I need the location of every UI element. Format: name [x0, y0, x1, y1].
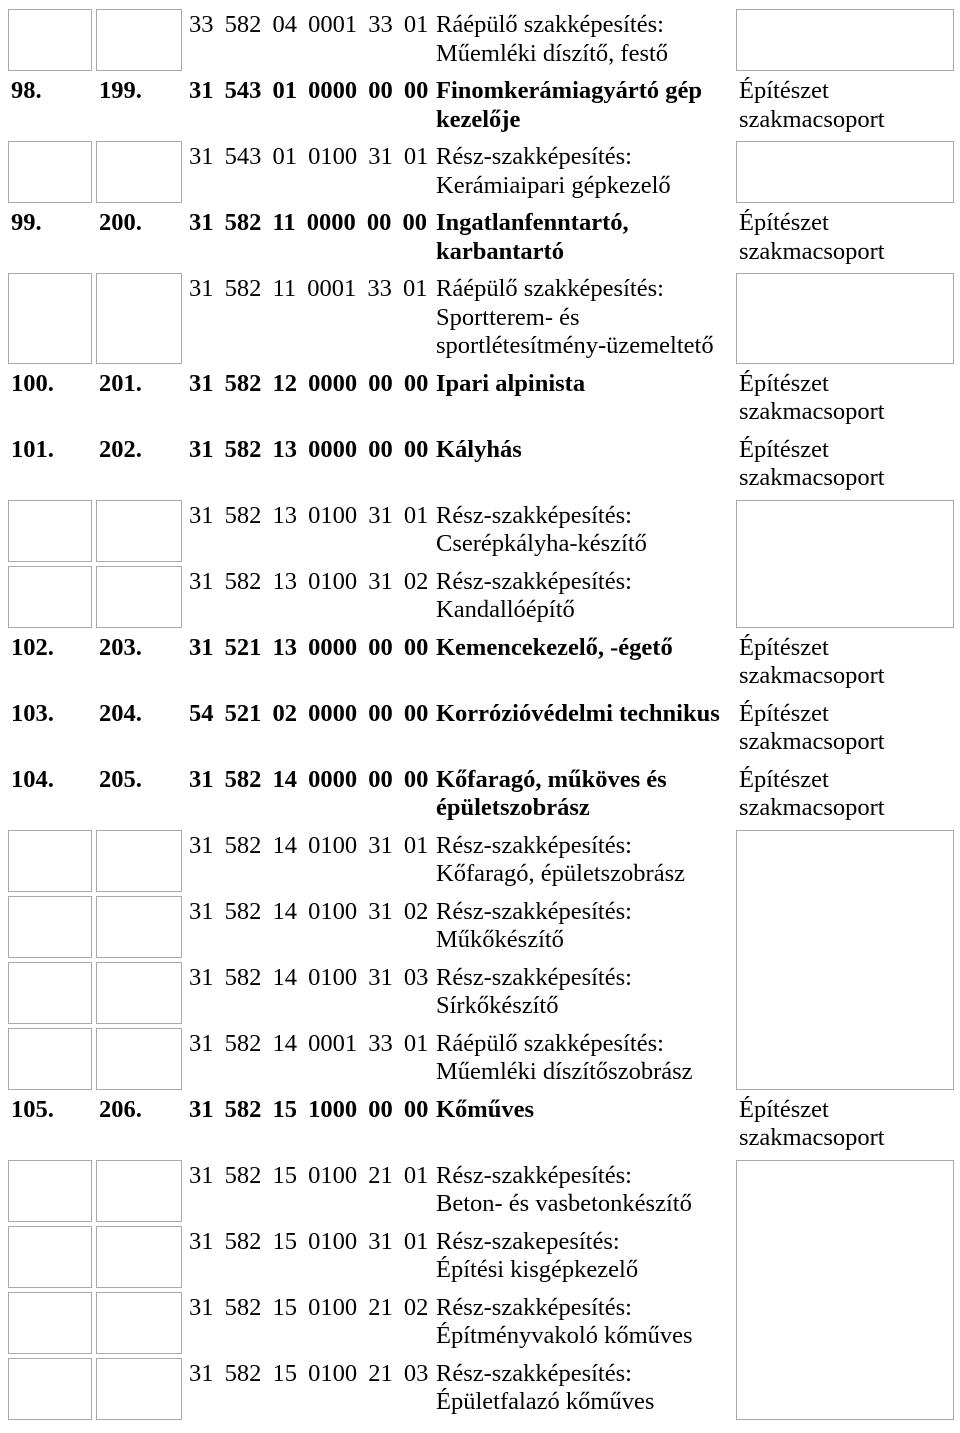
qualification-name: Kerámiaipari gépkezelő [436, 171, 671, 199]
qualification-code: 31 582 15 1000 00 00 [189, 1095, 429, 1123]
empty-cell [8, 962, 92, 1024]
qualification-code: 31 543 01 0100 31 01 [189, 143, 429, 170]
qualification-code: 31 582 11 0001 33 01 [189, 275, 428, 302]
qualification-name-cell [434, 273, 732, 364]
qualification-type: Rész-szakképesítés: [436, 143, 632, 170]
qualification-type: Rész-szakképesítés: [436, 963, 632, 991]
qualification-name: Ingatlanfenntartó, karbantartó [436, 209, 629, 265]
sector-group: Építészet szakmacsoport [739, 633, 885, 689]
table-row [8, 273, 954, 364]
qualification-name: Kőműves [436, 1095, 534, 1123]
row-number: 105. [11, 1095, 54, 1123]
qualification-code: 31 582 15 0100 21 02 [189, 1293, 429, 1321]
row-number: 102. [11, 633, 54, 661]
qualification-name: Sportterem- és sportlétesítmény-üzemeltető [436, 303, 714, 359]
qualification-type: Ráépülő szakképesítés: [436, 275, 664, 302]
qualification-code: 31 582 13 0100 31 02 [189, 567, 429, 595]
qualification-name: Kőfaragó, műköves és épületszobrász [436, 765, 667, 821]
qualification-name-cell [434, 1358, 732, 1420]
qualification-name-cell [434, 141, 732, 203]
qualification-type: Rész-szakképesítés: [436, 1293, 632, 1321]
serial-number: 205. [99, 765, 142, 793]
serial-number: 203. [99, 633, 142, 661]
empty-cell [736, 273, 954, 364]
qualification-code: 31 582 14 0000 00 00 [189, 765, 429, 793]
serial-number: 202. [99, 435, 142, 463]
qualification-type: Rész-szakképesítés: [436, 1359, 632, 1387]
qualification-type: Rész-szakképesítés: [436, 501, 632, 529]
empty-cell [96, 1028, 182, 1090]
empty-cell [8, 1292, 92, 1354]
qualification-name: Épületfalazó kőműves [436, 1388, 655, 1415]
qualification-name: Korrózióvédelmi technikus [436, 699, 720, 727]
serial-number: 206. [99, 1095, 142, 1123]
qualification-code: 54 521 02 0000 00 00 [189, 699, 429, 727]
qualification-name-cell [434, 896, 732, 958]
table-row [8, 75, 954, 137]
qualification-code: 31 582 13 0100 31 01 [189, 501, 429, 529]
empty-cell [736, 830, 954, 1090]
qualification-type: Rész-szakképesítés: [436, 831, 632, 859]
qualification-name-cell [434, 962, 732, 1024]
qualification-type: Ráépülő szakképesítés: [436, 1029, 664, 1057]
qualification-code: 31 521 13 0000 00 00 [189, 633, 429, 661]
qualification-code: 33 582 04 0001 33 01 [189, 11, 429, 38]
qualification-name-cell [434, 1226, 732, 1288]
empty-cell [96, 500, 182, 562]
qualification-name-cell [434, 1028, 732, 1090]
qualification-name: Kőfaragó, épületszobrász [436, 860, 685, 887]
qualification-name: Ipari alpinista [436, 369, 586, 397]
sector-group: Építészet szakmacsoport [739, 435, 885, 491]
qualification-type: Rész-szakképesítés: [436, 1161, 632, 1189]
row-number: 100. [11, 369, 54, 397]
qualification-table [4, 5, 958, 1424]
sector-group: Építészet szakmacsoport [739, 77, 885, 133]
qualification-name: Műemléki díszítő, festő [436, 39, 669, 67]
empty-cell [96, 1358, 182, 1420]
row-number: 104. [11, 765, 54, 793]
qualification-name: Beton- és vasbetonkészítő [436, 1190, 692, 1217]
qualification-name: Finomkerámiagyártó gép kezelője [436, 77, 703, 133]
qualification-code: 31 582 14 0100 31 01 [189, 831, 429, 859]
empty-cell [8, 896, 92, 958]
qualification-code: 31 582 12 0000 00 00 [189, 369, 429, 397]
empty-cell [8, 273, 92, 364]
sector-group: Építészet szakmacsoport [739, 209, 885, 265]
qualification-code: 31 582 13 0000 00 00 [189, 435, 429, 463]
sector-group: Építészet szakmacsoport [739, 765, 885, 821]
empty-cell [8, 500, 92, 562]
table-row [8, 9, 954, 71]
sector-group: Építészet szakmacsoport [739, 369, 885, 425]
qualification-code: 31 582 15 0100 31 01 [189, 1227, 429, 1255]
table-row [8, 764, 954, 826]
qualification-name: Cserépkályha-készítő [436, 530, 647, 557]
qualification-name: Építési kisgépkezelő [436, 1256, 639, 1283]
empty-cell [8, 830, 92, 892]
sector-group: Építészet szakmacsoport [739, 1095, 885, 1151]
qualification-name: Kemencekezelő, -égető [436, 633, 673, 661]
qualification-code: 31 582 15 0100 21 01 [189, 1161, 429, 1189]
empty-cell [96, 273, 182, 364]
empty-cell [736, 141, 954, 203]
qualification-name-cell [434, 1292, 732, 1354]
table-row [8, 434, 954, 496]
table-row [8, 207, 954, 269]
empty-cell [96, 1226, 182, 1288]
serial-number: 204. [99, 699, 142, 727]
empty-cell [96, 9, 182, 71]
empty-cell [96, 566, 182, 628]
qualification-code: 31 582 14 0001 33 01 [189, 1029, 429, 1057]
qualification-name: Műemléki díszítőszobrász [436, 1058, 693, 1085]
serial-number: 200. [99, 209, 142, 236]
qualification-name-cell [434, 830, 732, 892]
table-row [8, 1094, 954, 1156]
empty-cell [96, 896, 182, 958]
empty-cell [96, 141, 182, 203]
empty-cell [736, 1160, 954, 1420]
table-row [8, 830, 954, 892]
sector-group: Építészet szakmacsoport [739, 699, 885, 755]
serial-number: 201. [99, 369, 142, 397]
empty-cell [8, 1226, 92, 1288]
qualification-type: Rész-szakképesítés: [436, 567, 632, 595]
empty-cell [96, 830, 182, 892]
table-row [8, 368, 954, 430]
qualification-name-cell [434, 1160, 732, 1222]
row-number: 98. [11, 77, 42, 104]
table-row [8, 141, 954, 203]
qualification-code: 31 582 14 0100 31 03 [189, 963, 429, 991]
empty-cell [8, 141, 92, 203]
empty-cell [8, 566, 92, 628]
qualification-name: Építményvakoló kőműves [436, 1322, 693, 1349]
qualification-code: 31 582 15 0100 21 03 [189, 1359, 429, 1387]
qualification-name: Műkőkészítő [436, 926, 564, 953]
empty-cell [8, 1160, 92, 1222]
qualification-name: Kályhás [436, 435, 522, 463]
empty-cell [8, 1358, 92, 1420]
qualification-code: 31 582 14 0100 31 02 [189, 897, 429, 925]
qualification-type: Rész-szakképesítés: [436, 897, 632, 925]
qualification-name-cell [434, 566, 732, 628]
qualification-name-cell [434, 9, 732, 71]
row-number: 99. [11, 209, 42, 236]
qualification-type: Ráépülő szakképesítés: [436, 11, 664, 38]
qualification-code: 31 582 11 0000 00 00 [189, 209, 428, 236]
qualification-code: 31 543 01 0000 00 00 [189, 77, 429, 104]
empty-cell [8, 1028, 92, 1090]
empty-cell [96, 1160, 182, 1222]
table-row [8, 1160, 954, 1222]
table-row [8, 698, 954, 760]
empty-cell [8, 9, 92, 71]
table-row [8, 500, 954, 562]
empty-cell [96, 1292, 182, 1354]
qualification-name: Sírkőkészítő [436, 992, 559, 1019]
qualification-type: Rész-szakepesítés: [436, 1227, 620, 1255]
empty-cell [736, 500, 954, 628]
table-row [8, 632, 954, 694]
qualification-name: Kandallóépítő [436, 596, 575, 623]
row-number: 101. [11, 435, 54, 463]
empty-cell [96, 962, 182, 1024]
row-number: 103. [11, 699, 54, 727]
empty-cell [736, 9, 954, 71]
qualification-name-cell [434, 500, 732, 562]
serial-number: 199. [99, 77, 142, 104]
